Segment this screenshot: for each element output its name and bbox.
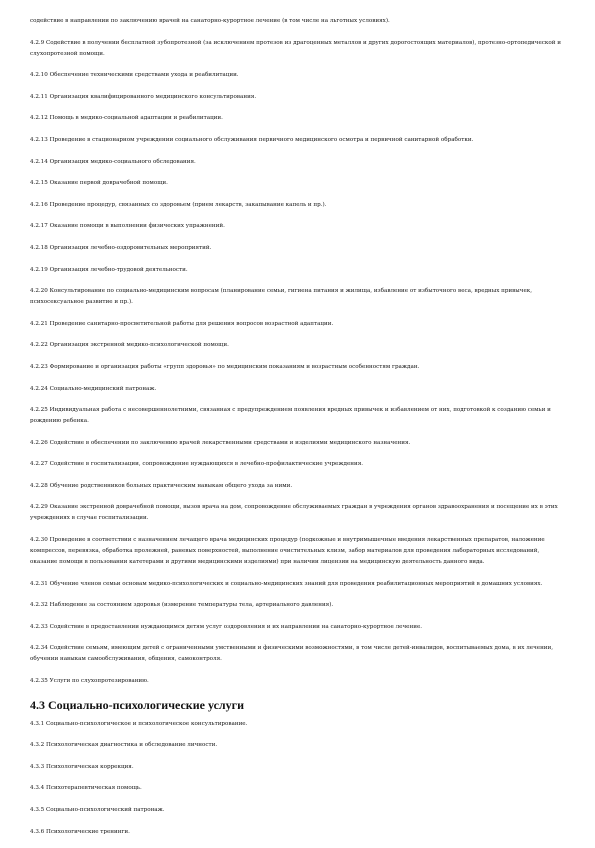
- list-item: 4.2.11 Организация квалифицированного медицинского консультирования.: [30, 93, 257, 100]
- section-heading: 4.3 Социально-психологические услуги: [30, 697, 244, 712]
- service-list-4-3: [30, 719, 566, 838]
- list-item: 4.2.13 Проведение в стационарном учреждении социального обслуживания первичного медицинского осмотра и первичной санитарной обработки.: [30, 136, 474, 143]
- list-item: 4.2.16 Проведение процедур, связанных со здоровьем (прием лекарств, закапывание капель и пр.).: [30, 201, 327, 208]
- list-item: 4.2.10 Обеспечение техническими средствами ухода и реабилитации.: [30, 72, 239, 79]
- document-page: [30, 16, 566, 848]
- list-item: 4.3.3 Психологическая коррекция.: [30, 763, 134, 770]
- list-item: 4.2.34 Содействие семьям, имеющим детей с ограниченными умственными и физическими возможностями, в том числе детей-инвалидов, воспитываемых дома, в их лечении, обучении навыкам самообслуживания, общения, самоконтроля.: [30, 645, 554, 663]
- list-item: 4.2.17 Оказание помощи в выполнении физических упражнений.: [30, 223, 225, 230]
- list-item: 4.2.27 Содействие в госпитализации, сопровождение нуждающихся в лечебно-профилактические учреждения.: [30, 461, 364, 468]
- list-item: 4.2.22 Организация экстренной медико-психологической помощи.: [30, 342, 229, 349]
- list-item: 4.2.33 Содействие в предоставлении нуждающимся детям услуг оздоровления и их направлении на санаторно-курортное лечение.: [30, 623, 423, 630]
- list-item: 4.2.31 Обучение членов семьи основам медико-психологических и социально-медицинских знаний для проведения реабилитационных мероприятий в домашних условиях.: [30, 580, 543, 587]
- list-item: 4.2.29 Оказание экстренной доврачебной помощи, вызов врача на дом, сопровождение обслуживаемых граждан в учреждения органов здравоохранения и посещение их в этих учреждениях в случае госпитализации.: [30, 504, 558, 522]
- list-item: 4.2.15 Оказание первой доврачебной помощи.: [30, 180, 168, 187]
- list-item: 4.2.30 Проведение в соответствии с назначением лечащего врача медицинских процедур (подкожные и внутримышечные введения лекарственных препаратов, наложение компрессов, перевязка, обработка пролежней, раневых поверхностей, выполнение очистительных клизм, забор материалов для проведения лабораторных исследований, оказание помощи в пользовании катетерами и другими медицинскими изделиями) при наличии лицензии на медицинскую деятельность данного вида.: [30, 537, 545, 566]
- list-item: 4.2.32 Наблюдение за состоянием здоровья (измерение температуры тела, артериального давления).: [30, 602, 334, 609]
- list-item: 4.3.2 Психологическая диагностика и обследование личности.: [30, 742, 218, 749]
- list-item: 4.3.6 Психологические тренинги.: [30, 828, 130, 835]
- list-item: 4.2.26 Содействие в обеспечении по заключению врачей лекарственными средствами и изделиями медицинского назначения.: [30, 439, 411, 446]
- list-item: 4.2.12 Помощь в медико-социальной адаптации и реабилитации.: [30, 115, 223, 122]
- service-list-4-2: [30, 16, 566, 687]
- list-item: 4.2.24 Социально-медицинский патронаж.: [30, 385, 157, 392]
- list-item: содействие в направлении по заключению врачей на санаторно-курортное лечение (в том числе на льготных условиях).: [30, 18, 390, 24]
- list-item: 4.3.1 Социально-психологическое и психологическое консультирование.: [30, 720, 248, 727]
- list-item: 4.2.23 Формирование и организация работы «групп здоровья» по медицинским показаниям и возрастным особенностям граждан.: [30, 363, 420, 370]
- list-item: 4.2.19 Организация лечебно-трудовой деятельности.: [30, 266, 188, 273]
- list-item: 4.2.21 Проведение санитарно-просветительной работы для решения вопросов возрастной адаптации.: [30, 320, 334, 327]
- list-item: 4.3.5 Социально-психологический патронаж.: [30, 807, 165, 813]
- list-item: 4.2.14 Организация медико-социального обследования.: [30, 158, 196, 165]
- list-item: 4.2.25 Индивидуальная работа с несовершеннолетними, связанная с предупреждением появления вредных привычек и избавлением от них, подготовкой к созданию семьи и рождению ребенка.: [30, 407, 551, 425]
- list-item: 4.2.35 Услуги по слухопротезированию.: [30, 678, 149, 685]
- list-item: 4.2.28 Обучение родственников больных практическим навыкам общего ухода за ними.: [30, 482, 293, 489]
- list-item: 4.3.4 Психотерапевтическая помощь.: [30, 785, 142, 792]
- list-item: 4.2.18 Организация лечебно-оздоровительных мероприятий.: [30, 244, 212, 251]
- list-item: 4.2.9 Содействие в получении бесплатной зубопротезной (за исключением протезов из драгоценных металлов и других дорогостоящих материалов), протезно-ортопедической и слухопротезной помощи.: [30, 39, 562, 57]
- list-item: 4.2.20 Консультирование по социально-медицинским вопросам (планирование семьи, гигиена питания и жилища, избавление от избыточного веса, вредных привычек, психосексуальное развитие и пр.).: [30, 288, 533, 306]
